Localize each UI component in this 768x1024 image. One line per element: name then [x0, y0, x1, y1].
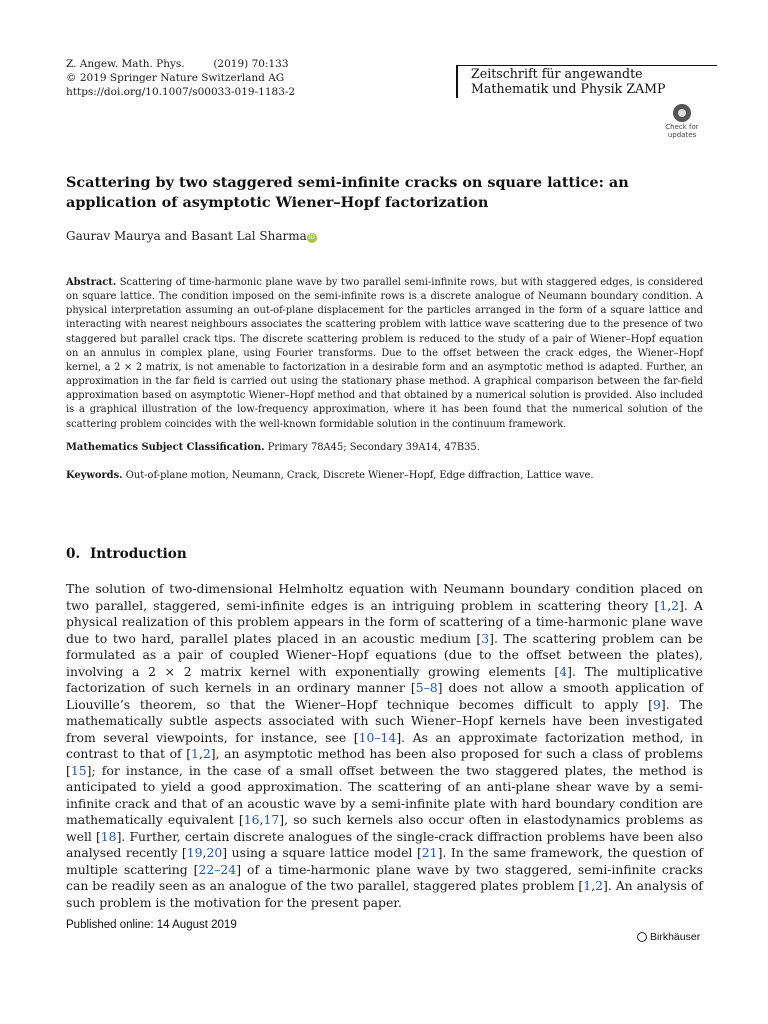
citation-link[interactable]: 5–8 [415, 680, 438, 695]
msc-label: Mathematics Subject Classification. [66, 442, 265, 453]
body-text: ]. Further, certain discrete analogues of the single-crack diffraction problems have been also analysed recently [ [66, 828, 703, 860]
copyright-line: © 2019 Springer Nature Switzerland AG [66, 72, 285, 85]
check-updates-icon [673, 104, 691, 122]
body-text: , [198, 746, 203, 761]
citation-link[interactable]: 22–24 [198, 861, 237, 877]
section-number: 0. [66, 546, 81, 562]
body-text: ]. As an approximate factorization method, in contrast to that of [ [66, 729, 703, 761]
citation-link[interactable]: 4 [559, 663, 568, 679]
citation-link[interactable]: 17 [263, 812, 280, 827]
journal-citation [66, 57, 295, 71]
journal-short-name: Z. Angew. Math. Phys. [66, 58, 185, 70]
abstract [66, 276, 703, 432]
citation-link[interactable]: 16 [243, 812, 260, 827]
citation-link[interactable]: 1 [583, 878, 592, 893]
birkhauser-logo-icon [637, 932, 647, 942]
journal-title-line1: Zeitschrift für angewandte [471, 66, 643, 81]
body-text: ] using a square lattice model [ [222, 845, 422, 860]
citation-link[interactable]: 2 [202, 746, 211, 761]
check-updates-line2: updates [667, 130, 697, 139]
citation-link[interactable]: 3 [481, 630, 490, 646]
body-text: The solution of two-dimensional Helmholtz equation with Neumann boundary condition placed on two parallel, staggered, semi-infinite edges is an intriguing problem in scattering theory [ [66, 581, 703, 613]
citation-link[interactable]: 20 [206, 845, 223, 860]
author-names: Gaurav Maurya and Basant Lal Sharma [66, 229, 307, 243]
body-text: , [202, 845, 207, 860]
published-date: Published online: 14 August 2019 [66, 919, 237, 931]
citation-link[interactable]: 9 [653, 696, 661, 712]
body-text: ]. The scattering problem can be formulated as a pair of coupled Wiener–Hopf equations (due to the offset between the plates), involving a 2 × 2 matrix kernel with exponentially growing elements [ [66, 630, 703, 679]
citation-link[interactable]: 1 [191, 746, 199, 761]
keywords-label: Keywords. [66, 470, 123, 481]
section-title: Introduction [89, 546, 187, 562]
citation-link[interactable]: 18 [100, 828, 117, 844]
body-text: ], an asymptotic method has been also proposed for such a class of problems [ [66, 746, 704, 778]
journal-title-line2: Mathematik und Physik ZAMP [471, 80, 666, 96]
abstract-label: Abstract. [66, 277, 117, 288]
article-metadata [66, 57, 295, 100]
body-text: ]; for instance, in the case of a small offset between the two staggered plates, the method is anticipated to yield a good approximation. The scattering of an anti-plane shear wave by a semi-infinite crack and that of an acoustic wave by a semi-infinite plate with hard boundary condition are mathematically equivalent [ [66, 762, 703, 827]
abstract-text: Scattering of time-harmonic plane wave by two parallel semi-infinite rows, but with staggered edges, is considered on square lattice. The condition imposed on the semi-infinite rows is a discrete analogue of Neumann boundary condition. A physical interpretation assuming an out-of-plane displacement for the particles arranged in the form of a square lattice and interacting with nearest neighbours associates the scattering problem with lattice wave scattering due to the presence of two staggered but parallel crack tips. The discrete scattering problem is reduced to the study of a pair of Wiener–Hopf equation on an annulus in complex plane, using Fourier transforms. Due to the offset between the crack edges, the Wiener–Hopf kernel, a 2 × 2 matrix, is not amenable to factorization in a desirable form and an asymptotic method is adapted. Further, an approximation in the far field is carried out using the stationary phase method. A graphical comparison between the far-field approximation based on asymptotic Wiener–Hopf method and that obtained by a numerical solution is provided. Also included is a graphical illustration of the low-frequency approximation, where it has been found that the numerical solution of the scattering problem coincides with the well-known formidable solution in the continuum framework. [66, 277, 704, 430]
section-heading [66, 546, 187, 562]
volume-info: (2019) 70:133 [213, 58, 289, 70]
orcid-icon[interactable]: iD [308, 234, 315, 241]
msc-classification [66, 442, 480, 453]
keywords [66, 470, 593, 481]
body-text: ]. The mathematically subtle aspects associated with such Wiener–Hopf kernels have been investigated from several viewpoints, for instance, see [ [66, 696, 703, 745]
body-text: ], so such kernels also occur often in elastodynamics problems as well [ [66, 812, 703, 844]
keywords-text: Out-of-plane motion, Neumann, Crack, Discrete Wiener–Hopf, Edge diffraction, Lattice wave. [125, 470, 594, 481]
doi-link[interactable]: https://doi.org/10.1007/s00033-019-1183-2 [66, 86, 296, 99]
body-text: , [591, 878, 596, 893]
introduction-paragraph [66, 581, 703, 911]
msc-text: Primary 78A45; Secondary 39A14, 47B35. [267, 442, 480, 453]
body-text: ] of a time-harmonic plane wave by two staggered, semi-infinite cracks can be readily seen as an analogue of the two parallel, staggered plates problem [ [66, 861, 703, 893]
body-text: ]. In the same framework, the question of multiple scattering [ [66, 845, 703, 877]
citation-link[interactable]: 10–14 [358, 729, 397, 745]
authors [66, 229, 317, 243]
citation-link[interactable]: 2 [595, 878, 603, 893]
journal-title-box [456, 65, 717, 98]
body-text: ] does not allow a smooth application of Liouville’s theorem, so that the Wiener–Hopf technique becomes difficult to apply [ [66, 680, 704, 712]
citation-link[interactable]: 15 [70, 762, 87, 778]
body-text: , [667, 597, 672, 613]
body-text: ]. A physical realization of this problem appears in the form of scattering of a time-harmonic plane wave due to two hard, parallel plates placed in an acoustic medium [ [66, 597, 703, 646]
publisher-name: Birkhäuser [650, 931, 701, 943]
body-text: ]. The multiplicative factorization of such kernels in an ordinary manner [ [66, 663, 703, 695]
publisher-logo [637, 931, 700, 943]
citation-link[interactable]: 21 [421, 845, 438, 860]
check-for-updates-badge[interactable] [661, 104, 703, 142]
article-title: Scattering by two staggered semi-infinite cracks on square lattice: an application of asymptotic Wiener–Hopf factorization [66, 174, 629, 211]
citation-link[interactable]: 19 [186, 845, 203, 860]
citation-link[interactable]: 1 [659, 597, 668, 613]
body-text: , [259, 812, 264, 827]
body-text: ]. An analysis of such problem is the motivation for the present paper. [66, 878, 703, 910]
check-updates-line1: Check for [665, 123, 699, 131]
citation-link[interactable]: 2 [671, 597, 680, 613]
